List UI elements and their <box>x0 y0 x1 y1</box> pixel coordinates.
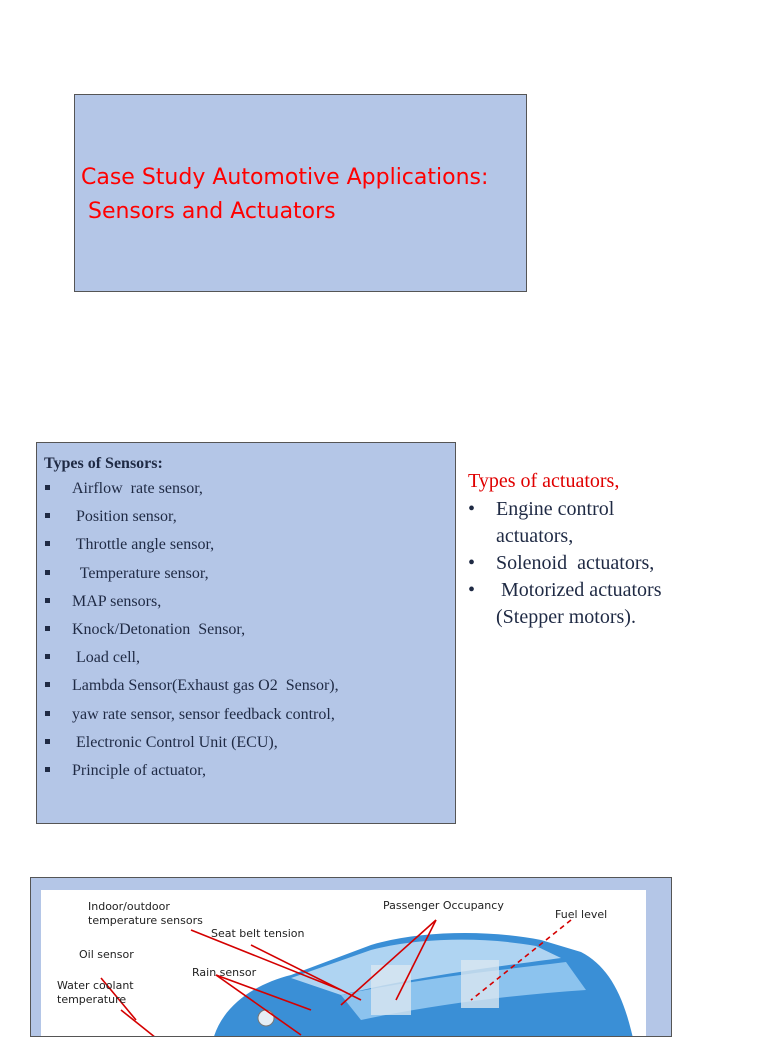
square-bullet-icon <box>45 598 50 603</box>
square-bullet-icon <box>45 626 50 631</box>
list-item: • Solenoid actuators, <box>468 550 758 577</box>
square-bullet-icon <box>45 682 50 687</box>
square-bullet-icon <box>45 541 50 546</box>
square-bullet-icon <box>45 767 50 772</box>
actuators-heading: Types of actuators, <box>468 470 620 492</box>
label-water-coolant: Water coolant temperature <box>57 979 134 1006</box>
title-line-2: Sensors and Actuators <box>81 199 336 224</box>
bullet-icon: • <box>468 498 476 520</box>
square-bullet-icon <box>45 711 50 716</box>
title-box <box>74 94 527 292</box>
car-sensor-figure <box>41 890 646 1037</box>
list-item: • Motorized actuators (Stepper motors). <box>468 579 662 628</box>
square-bullet-icon <box>45 654 50 659</box>
actuators-list <box>468 496 758 631</box>
title-line-1: Case Study Automotive Applications: <box>81 165 489 190</box>
square-bullet-icon <box>45 570 50 575</box>
square-bullet-icon <box>45 485 50 490</box>
bullet-icon: • <box>468 579 476 601</box>
label-fuel: Fuel level <box>555 908 608 921</box>
label-rain: Rain sensor <box>192 966 257 979</box>
sensors-box: Types of Sensors: Airflow rate sensor, Position sensor, Throttle angle sensor, Temperature sensor, MAP sensors, Knock/Detonation Sensor, Load cell, Lambda Sensor(Exhaust gas O2 Sensor), yaw rate sensor, sensor feedback control, Electronic Control Unit (ECU), Principle of actuator, <box>36 442 456 824</box>
square-bullet-icon <box>45 739 50 744</box>
label-passenger: Passenger Occupancy <box>383 899 504 912</box>
slide-title <box>81 161 488 229</box>
list-item: • Engine control actuators, <box>468 498 615 547</box>
bullet-icon: • <box>468 552 476 574</box>
label-oil: Oil sensor <box>79 948 134 961</box>
square-bullet-icon <box>45 513 50 518</box>
sensors-heading: Types of Sensors: <box>44 455 163 472</box>
figure-box <box>30 877 672 1037</box>
label-seatbelt: Seat belt tension <box>211 927 305 940</box>
label-indoor-temp: Indoor/outdoor temperature sensors <box>88 900 203 927</box>
